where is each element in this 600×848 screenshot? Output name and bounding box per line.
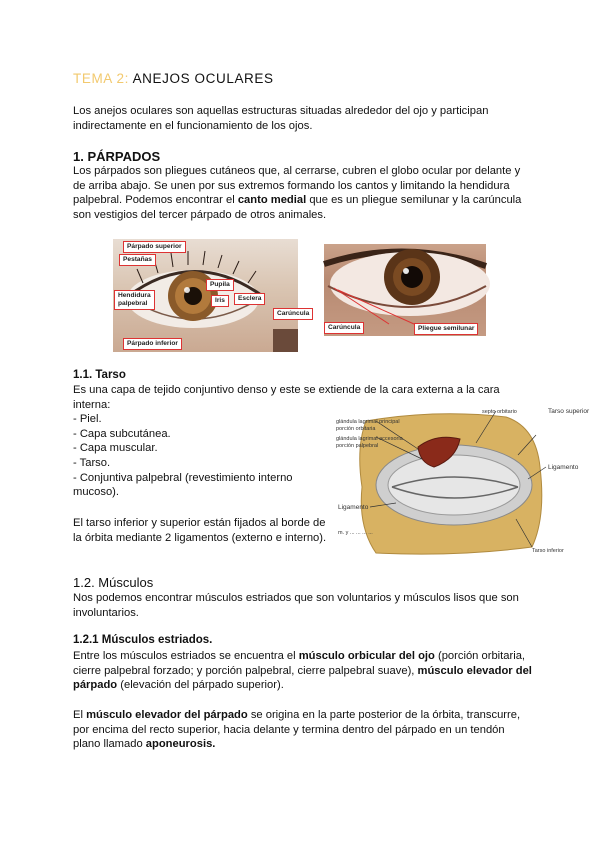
text-line [73, 193, 533, 208]
label-ligamento-derecho: Ligamento [548, 464, 579, 471]
list-item: - Capa subcutánea. [73, 427, 171, 440]
label-glandula-principal [336, 419, 400, 432]
title-number: TEMA 2: [73, 71, 129, 86]
text-span: plano llamado [73, 738, 143, 751]
label-musculo: m. y ... ... ... ... [338, 530, 373, 536]
list-item: - Capa muscular. [73, 442, 158, 455]
label-pupila: Pupila [206, 279, 234, 291]
text-line [73, 737, 543, 752]
text-line: de arriba abajo. Se unen por sus extremos formando los cantos y limitando la hendidura [73, 179, 510, 192]
intro-line: Los anejos oculares son aquellas estructuras situadas alrededor del ojo y participan [73, 105, 489, 117]
text-line [73, 678, 543, 693]
label-parpado-inferior: Párpado inferior [123, 338, 182, 350]
label-caruncula: Carúncula [273, 308, 313, 320]
label-parpado-superior: Párpado superior [123, 241, 186, 253]
label-tarso-superior: Tarso superior [548, 408, 590, 415]
text-span: que es un pliegue semilunar y la carúncula [309, 194, 522, 207]
text-line: la órbita mediante 2 ligamentos (externo e interno). [73, 531, 327, 544]
intro-paragraph [73, 104, 488, 133]
bold-term: aponeurosis. [145, 738, 216, 751]
list-item: mucoso). [73, 486, 120, 499]
text-span: se origina en la parte posterior de la órbita, transcurre, [250, 709, 521, 721]
section-heading-musculos: 1.2. Músculos [73, 575, 154, 590]
text-line: son vestigios del tercer párpado de otros animales. [73, 208, 327, 221]
label-line: palpebral [118, 300, 148, 307]
label-pliegue-semilunar: Pliegue semilunar [414, 323, 478, 335]
text-line [73, 664, 543, 679]
bold-term: párpado [73, 679, 118, 692]
label-septo: septo orbitario [482, 409, 517, 415]
tarso-anatomy-figure [336, 407, 600, 559]
list-item: - Piel. [73, 413, 102, 426]
text-line [73, 649, 543, 664]
label-caruncula-2: Carúncula [324, 322, 364, 334]
label-esclera: Esclera [234, 293, 265, 305]
text-line: Los párpados son pliegues cutáneos que, al cerrarse, cubren el globo ocular por delante y [73, 165, 521, 177]
text-span: El [73, 709, 83, 721]
section11-paragraph-2 [73, 516, 333, 545]
text-span: cierre palpebral forzado; y porción palpebral, cierre palpebral suave), [73, 664, 415, 677]
label-line: porción palpebral [336, 442, 379, 449]
text-span: palpebral. Podemos encontrar el [73, 194, 235, 207]
section121-paragraph-2 [73, 708, 543, 752]
section-heading-tarso: 1.1. Tarso [73, 369, 126, 381]
section1-paragraph [73, 164, 533, 222]
list-item: - Tarso. [73, 456, 111, 469]
intro-line: indirectamente en el funcionamiento de los ojos. [73, 119, 313, 132]
bold-term: músculo elevador del [417, 664, 532, 677]
label-iris: Iris [211, 295, 229, 307]
text-line: El tarso inferior y superior están fijados al borde de [73, 517, 326, 529]
label-pestanas: Pestañas [119, 254, 156, 266]
bold-term: músculo orbicular del ojo [298, 650, 435, 662]
eye-closeup-figure [324, 244, 486, 336]
section-heading-parpados: 1. PÁRPADOS [73, 149, 161, 164]
label-glandula-accesoria [336, 436, 403, 449]
section121-paragraph-1 [73, 649, 543, 693]
bold-term: canto medial [237, 194, 307, 207]
title-text: ANEJOS OCULARES [132, 71, 274, 86]
text-line [73, 708, 543, 723]
label-ligamento-izquierdo: Ligamento [338, 504, 369, 511]
label-tarso-inferior: Tarso inferior [532, 548, 564, 554]
label-line: porción orbitaria [336, 425, 376, 432]
text-line: interna: [73, 398, 111, 411]
bold-term: músculo elevador del párpado [86, 709, 248, 721]
text-line: involuntarios. [73, 606, 139, 619]
page-title [73, 71, 274, 86]
text-line: por encima del recto superior, hacia delante y termina dentro del párpado en un tendón [73, 723, 505, 736]
text-span: Entre los músculos estriados se encuentra el [73, 650, 296, 662]
text-span: (porción orbitaria, [437, 650, 526, 662]
labeled-eye-figure [113, 239, 310, 352]
text-line: Nos podemos encontrar músculos estriados que son voluntarios y músculos lisos que son [73, 592, 519, 604]
text-line: Es una capa de tejido conjuntivo denso y este se extiende de la cara externa a la cara [73, 384, 500, 396]
label-line: Hendidura [118, 292, 151, 299]
section12-paragraph [73, 591, 543, 620]
label-hendidura-palpebral [114, 290, 155, 310]
list-item: - Conjuntiva palpebral (revestimiento interno [73, 471, 293, 484]
label-line: glándula lagrimal principal [336, 419, 400, 425]
text-span: (elevación del párpado superior). [120, 679, 284, 692]
label-line: glándula lagrimal accesoria [336, 436, 403, 442]
section-heading-musculos-estriados: 1.2.1 Músculos estriados. [73, 634, 213, 646]
